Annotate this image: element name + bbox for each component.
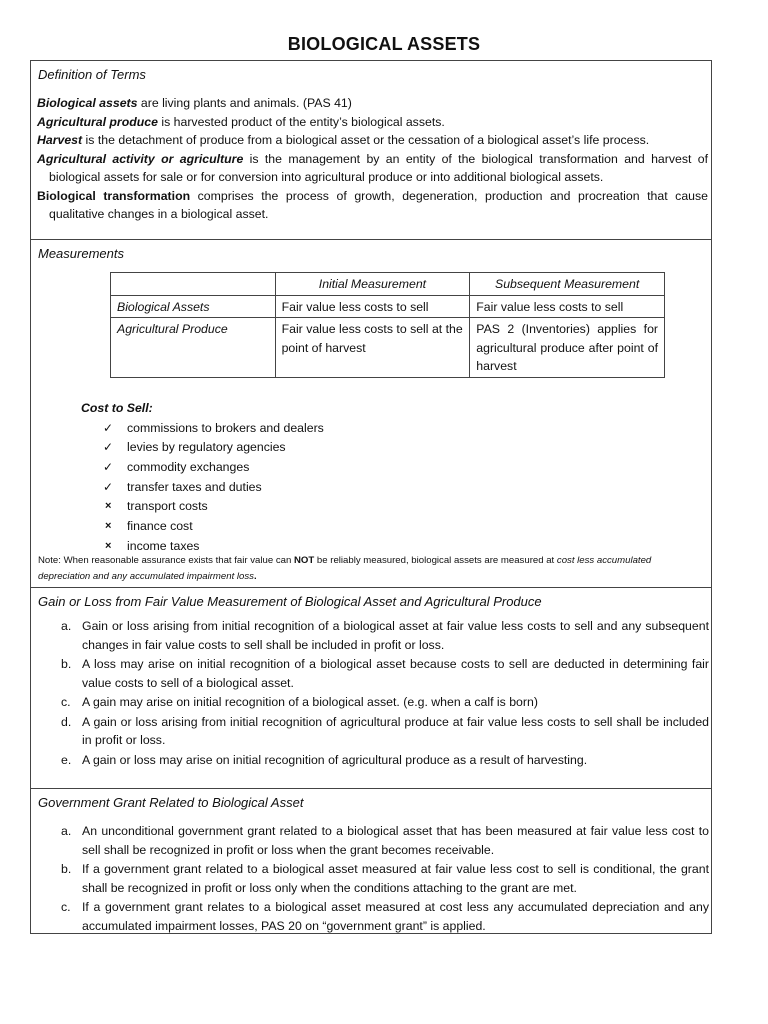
list-letter: a. — [61, 619, 72, 633]
note-italic: cost less accumulated depreciation and any accumulated impairment loss — [38, 555, 652, 582]
list-letter: c. — [61, 900, 71, 914]
government-grant-heading: Government Grant Related to Biological Asset — [38, 795, 304, 810]
definition-item — [37, 150, 708, 187]
measurements-section — [30, 239, 712, 588]
gain-loss-list — [37, 617, 709, 770]
cross-icon: × — [105, 520, 112, 533]
definition-term: Harvest — [37, 133, 83, 147]
definitions-heading: Definition of Terms — [38, 67, 146, 82]
table-cell: Fair value less costs to sell — [470, 295, 665, 318]
definition-text: is the detachment of produce from a biological asset or the cessation of a biological asset’s life process. — [82, 133, 650, 147]
cost-to-sell-list — [103, 418, 324, 556]
cost-item-label: income taxes — [127, 538, 200, 553]
list-item — [103, 497, 324, 517]
measurement-note — [38, 553, 706, 585]
list-letter: b. — [61, 862, 72, 876]
definitions-section — [30, 60, 712, 240]
cost-item-label: transfer taxes and duties — [127, 479, 262, 494]
note-end: . — [253, 571, 257, 582]
definition-term: Biological assets — [37, 96, 138, 110]
list-text: An unconditional government grant related to a biological asset that has been measured at fair value less cost to sell shall be recognized in profit or loss when the grant becomes receivable. — [82, 824, 709, 857]
list-item — [37, 751, 709, 770]
checkmark-icon: ✓ — [103, 459, 114, 474]
table-cell: Fair value less costs to sell — [275, 295, 470, 318]
document-title: BIOLOGICAL ASSETS — [287, 34, 481, 54]
checkmark-icon: ✓ — [103, 440, 114, 455]
cost-item-label: levies by regulatory agencies — [127, 440, 286, 455]
gain-loss-heading: Gain or Loss from Fair Value Measurement of Biological Asset and Agricultural Produce — [38, 594, 542, 609]
definition-text: comprises the process of growth, degeneration, production and procreation that cause qualitative changes in a biological asset. — [49, 188, 708, 221]
list-text: A loss may arise on initial recognition of a biological asset because costs to sell are deducted in determining fair value costs to sell of a biological asset. — [82, 657, 709, 690]
table-row-label: Biological Assets — [111, 295, 276, 318]
table-header-cell: Initial Measurement — [275, 273, 470, 296]
list-item — [37, 713, 709, 750]
cross-icon: × — [105, 500, 112, 513]
government-grant-list — [37, 822, 709, 936]
definition-term: Agricultural produce — [37, 114, 158, 129]
cost-item-label: commodity exchanges — [127, 459, 250, 474]
definition-text: is the management by an entity of the biological transformation and harvest of biological assets for sale or for conversion into agricultural produce or into additional biological assets. — [49, 151, 708, 184]
list-item — [37, 898, 709, 935]
definition-text: are living plants and animals. (PAS 41) — [137, 96, 352, 110]
table-header-row — [111, 273, 665, 296]
table-header-cell — [111, 273, 276, 296]
cost-item-label: finance cost — [127, 519, 193, 534]
definition-term: Biological transformation — [37, 188, 191, 203]
definition-item — [37, 131, 708, 150]
definition-item — [37, 94, 708, 113]
table-cell: PAS 2 (Inventories) applies for agricultural produce after point of harvest — [470, 318, 665, 378]
list-text: If a government grant relates to a biological asset measured at cost less any accumulated depreciation and any accumulated impairment losses, PAS 20 on “government grant” is applied. — [82, 900, 709, 933]
table-row — [111, 295, 665, 318]
list-item — [37, 655, 709, 692]
list-text: A gain may arise on initial recognition of a biological asset. (e.g. when a calf is born) — [82, 695, 538, 709]
list-text: Gain or loss arising from initial recognition of a biological asset at fair value less costs to sell and any subsequent changes in fair value costs to sell shall be included in profit or loss. — [82, 619, 709, 652]
definition-item — [37, 113, 708, 132]
list-item — [37, 860, 709, 897]
list-text: A gain or loss arising from initial recognition of agricultural produce at fair value less costs to sell shall be included in profit or loss. — [82, 714, 709, 747]
list-item — [37, 693, 709, 712]
checkmark-icon: ✓ — [103, 420, 114, 435]
note-text: be reliably measured, biological assets are measured at — [314, 555, 557, 566]
definition-term: Agricultural activity or agriculture — [37, 151, 244, 166]
checkmark-icon: ✓ — [103, 479, 114, 494]
list-item — [103, 438, 324, 458]
definition-text: is harvested product of the entity’s biological assets. — [157, 114, 445, 129]
table-header-cell: Subsequent Measurement — [470, 273, 665, 296]
cost-item-label: commissions to brokers and dealers — [127, 420, 324, 435]
list-letter: c. — [61, 695, 71, 709]
list-item — [103, 516, 324, 536]
note-emphasis: NOT — [293, 555, 315, 566]
note-text: Note: When reasonable assurance exists that fair value can — [38, 555, 294, 566]
table-cell: Fair value less costs to sell at the point of harvest — [275, 318, 470, 378]
cost-item-label: transport costs — [127, 499, 208, 514]
list-letter: b. — [61, 657, 72, 671]
cross-icon: × — [105, 539, 112, 552]
list-item — [103, 477, 324, 497]
list-letter: e. — [61, 752, 72, 767]
government-grant-section — [30, 788, 712, 934]
table-row — [111, 318, 665, 378]
list-letter: a. — [61, 824, 72, 838]
measurements-heading: Measurements — [38, 246, 124, 261]
measurement-table — [110, 272, 665, 378]
list-item — [37, 822, 709, 859]
list-item — [103, 457, 324, 477]
list-item — [103, 418, 324, 438]
definitions-list — [37, 94, 708, 224]
gain-loss-section — [30, 587, 712, 789]
cost-to-sell-title: Cost to Sell: — [81, 401, 153, 415]
list-text: If a government grant related to a biological asset measured at fair value less cost to sell is conditional, the grant shall be recognized in profit or loss only when the conditions attaching to the grant are met. — [82, 862, 709, 895]
list-text: A gain or loss may arise on initial recognition of agricultural produce as a result of harvesting. — [82, 752, 588, 767]
list-item — [37, 617, 709, 654]
list-letter: d. — [61, 714, 72, 729]
table-row-label: Agricultural Produce — [111, 318, 276, 378]
definition-item — [37, 187, 708, 224]
